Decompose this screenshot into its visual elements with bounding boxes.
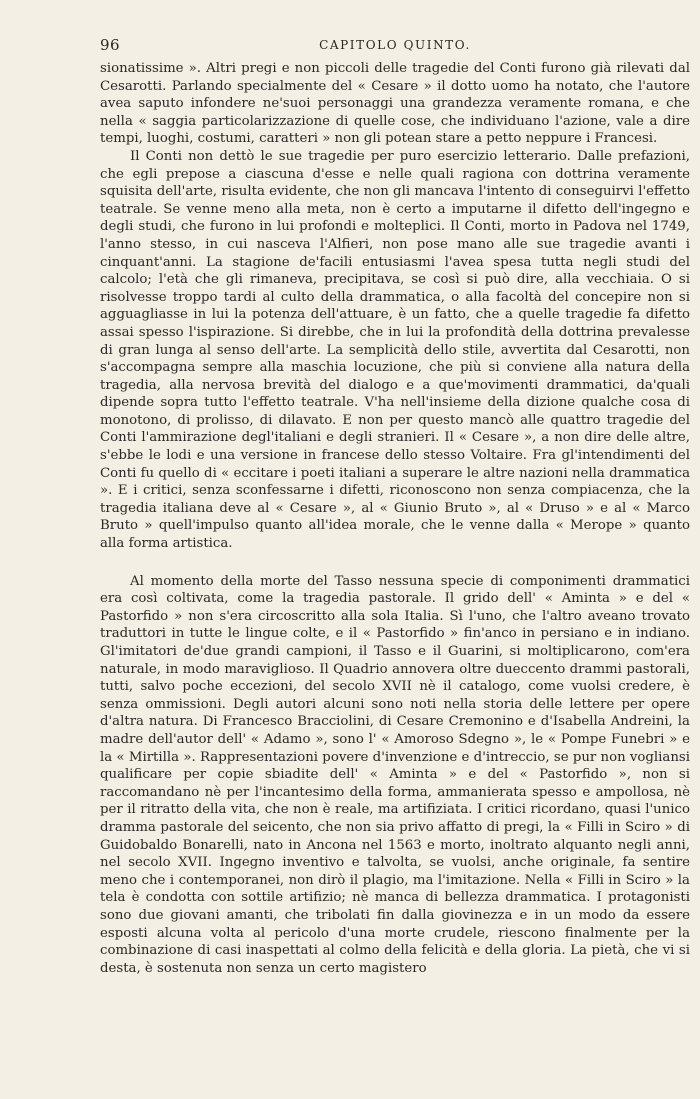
chapter-title: CAPITOLO QUINTO.: [319, 38, 471, 52]
paragraph-pastoral-drama: Al momento della morte del Tasso nessuna specie di componimenti drammatici era così coltivata, come la tragedia pastorale. Il grido dell' « Aminta » e del « Pastorfido » non s'era circoscritto alla sola Italia. Sì l'uno, che l'altro aveano trovato traduttori in tutte le lingue colte, e il « Pastorfido » fin'anco in persiano e in indiano. Gl'imitatori de'due grandi campioni, il Tasso e il Guarini, si moltiplicarono, com'era naturale, in modo maraviglioso. Il Quadrio annovera oltre dueccento drammi pastorali, tutti, salvo poche eccezioni, del secolo XVII nè il catalogo, come vuolsi credere, è senza ommissioni. Degli autori alcuni sono noti nella storia delle lettere per opere d'altra natura. Di Francesco Bracciolini, di Cesare Cremonino e d'Isabella Andreini, la madre dell'autor dell' « Adamo », sono l' « Amoroso Sdegno », le « Pompe Funebri » e la « Mirtilla ». Rappresentazioni povere d'invenzione e d'intreccio, se pur non vogliansi qualificare per copie sbiadite dell' « Aminta » e del « Pastorfido », non si raccomandano nè per l'incantesimo della forma, ammanierata spesso e ampollosa, nè per il ritratto della vita, che non è reale, ma artifiziata. I critici ricordano, quasi l'unico dramma pastorale del seicento, che non sia privo affatto di pregi, la « Filli in Sciro » di Guidobaldo Bonarelli, nato in Ancona nel 1563 e morto, inoltrato alquanto negli anni, nel secolo XVII. Ingegno inventivo e talvolta, se vuolsi, anche originale, fa sentire meno che i contemporanei, non dirò il plagio, ma l'imitazione. Nella « Filli in Sciro » la tela è condotta con sottile artifizio; nè manca di bellezza drammatica. I protagonisti sono due giovani amanti, che tribolati fin dalla giovinezza e in un modo da essere esposti alcuna volta al pericolo d'una morte crudele, riescono finalmente per la combinazione di casi inaspettati al colmo della felicità e della gloria. La pietà, che vi si desta, è sostenuta non senza un certo magistero: [100, 573, 690, 976]
page-number: 96: [100, 36, 121, 54]
paragraph-continued: sionatissime ». Altri pregi e non piccoli delle tragedie del Conti furono già rilevati dal Cesarotti. Parlando specialmente del « Cesare » il dotto uomo ha notato, che l'autore avea saputo infondere ne'suoi personaggi una grandezza veramente romana, e che nella « saggia particolarizzazione di quelle cose, che individuano l'azione, vale a dire tempi, luoghi, costumi, caratteri » non gli potean stare a petto neppure i Francesi.: [100, 61, 690, 147]
running-head: [100, 36, 690, 56]
body-text: [100, 60, 690, 977]
paragraph-conti-tragedies: Il Conti non dettò le sue tragedie per puro esercizio letterario. Dalle prefazioni, che egli prepose a ciascuna d'esse e nelle quali ragiona con dottrina veramente squisita dell'arte, risulta evidente, che non gli mancava l'intento di conseguirvi l'effetto teatrale. Se venne meno alla meta, non è certo a imputarne il difetto dell'ingegno e degli studi, che furono in lui profondi e molteplici. Il Conti, morto in Padova nel 1749, l'anno stesso, in cui nasceva l'Alfieri, non pose mano alle sue tragedie avanti i cinquant'anni. La stagione de'facili entusiasmi l'avea spesa tutta negli studi del calcolo; l'età che gli rimaneva, precipitava, se così si può dire, alla vecchiaia. O si risolvesse troppo tardi al culto della drammatica, o alla facoltà del concepire non si agguagliasse in lui la potenza dell'attuare, è un fatto, che a quelle tragedie fa difetto assai spesso l'ispirazione. Si direbbe, che in lui la profondità della dottrina prevalesse di gran lunga al senso dell'arte. La semplicità dello stile, avvertita dal Cesarotti, non s'accompagna sempre alla maschia locuzione, che più si conviene alla natura della tragedia, alla nervosa brevità del dialogo e a que'movimenti drammatici, da'quali dipende sopra tutto l'effetto teatrale. V'ha nell'insieme della dizione qualche cosa di monotono, di prolisso, di dilavato. E non per questo mancò alle quattro tragedie del Conti l'ammirazione degl'italiani e degli stranieri. Il « Cesare », a non dire delle altre, s'ebbe le lodi e una versione in francese dello stesso Voltaire. Fra gl'intendimenti del Conti fu quello di « eccitare i poeti italiani a superare le altre nazioni nella drammatica ». E i critici, senza sconfessarne i difetti, riconoscono non senza compiacenza, che la tragedia italiana deve al « Cesare », al « Giunio Bruto », al « Druso » e al « Marco Bruto » quell'impulso quanto all'idea morale, che le venne dalla « Merope » quanto alla forma artistica.: [100, 148, 690, 552]
